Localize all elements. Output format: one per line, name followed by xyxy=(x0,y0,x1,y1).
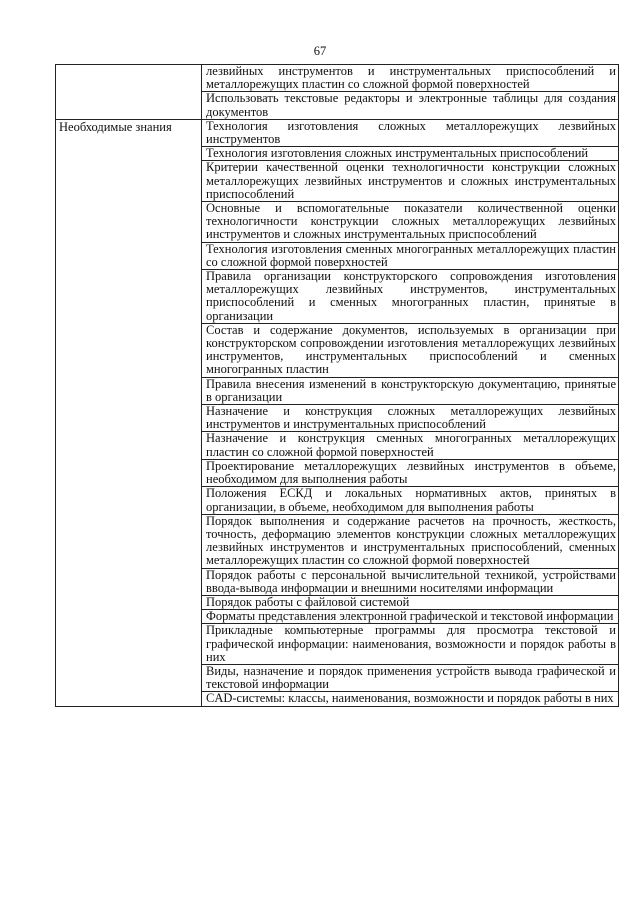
table-cell xyxy=(202,242,619,269)
cell-text: Основные и вспомогательные показатели количественной оценки технологичности конструкции сложных металлорежущих лезвийных инструментов и сложных инструментальных приспособлений xyxy=(206,201,616,242)
cell-text: Положения ЕСКД и локальных нормативных актов, принятых в организации, в объеме, необходимом для выполнения работы xyxy=(206,486,616,514)
table-cell xyxy=(202,514,619,568)
table-cell xyxy=(202,202,619,243)
table-cell xyxy=(202,65,619,92)
table-cell xyxy=(202,610,619,624)
table-body xyxy=(56,65,619,707)
table-cell xyxy=(202,270,619,324)
cell-text: Состав и содержание документов, используемых в организации при конструкторском сопровождении изготовления металлорежущих лезвийных инструментов, инструментальных приспособлений и сменных многогранных пластин xyxy=(206,322,616,377)
page-number: 67 xyxy=(313,44,327,58)
cell-text: Правила организации конструкторского сопровождения изготовления металлорежущих лезвийных инструментов, инструментальных приспособлений и сменных многогранных пластин, принятые в организации xyxy=(206,269,616,323)
table-row xyxy=(56,65,619,92)
cell-text: Технология изготовления сложных металлорежущих лезвийных инструментов xyxy=(206,118,616,147)
table-cell xyxy=(202,692,619,706)
cell-text: Технология изготовления сменных многогранных металлорежущих пластин со сложной формой поверхностей xyxy=(206,241,616,269)
cell-text: Назначение и конструкция сложных металлорежущих лезвийных инструментов и инструментальных приспособлений xyxy=(206,404,616,432)
table-cell xyxy=(202,624,619,665)
cell-text: Порядок выполнения и содержание расчетов на прочность, жесткость, точность, деформацию элементов конструкции сложных металлорежущих лезвийных инструментов и инструментальных приспособлений, сменных металлорежущих пластин со сложной формой поверхностей xyxy=(206,513,616,568)
table-cell xyxy=(202,487,619,514)
table-cell xyxy=(202,432,619,459)
table-cell xyxy=(202,405,619,432)
knowledge-table xyxy=(55,64,619,707)
table-cell xyxy=(202,664,619,691)
table-cell xyxy=(202,568,619,595)
cell-text: CAD-системы: классы, наименования, возможности и порядок работы в них xyxy=(206,691,614,706)
table-cell xyxy=(202,119,619,146)
empty-label-cell xyxy=(56,65,202,120)
cell-text: Использовать текстовые редакторы и электронные таблицы для создания документов xyxy=(206,91,616,119)
cell-text: Проектирование металлорежущих лезвийных инструментов в объеме, необходимом для выполнения работы xyxy=(206,458,616,487)
table-cell xyxy=(202,377,619,404)
section-label-cell xyxy=(56,119,202,706)
table-cell xyxy=(202,161,619,202)
table-cell xyxy=(202,147,619,161)
cell-text: Технология изготовления сложных инструментальных приспособлений xyxy=(206,146,589,161)
cell-text: лезвийных инструментов и инструментальных приспособлений и металлорежущих пластин со сложной формой поверхностей xyxy=(206,64,616,92)
cell-text: Порядок работы с файловой системой xyxy=(206,594,410,609)
cell-text: Правила внесения изменений в конструкторскую документацию, принятые в организации xyxy=(206,376,616,404)
section-label: Необходимые знания xyxy=(59,119,172,134)
cell-text: Порядок работы с персональной вычислительной техникой, устройствами ввода-вывода информации и внешними носителями информации xyxy=(206,567,616,595)
cell-text: Форматы представления электронной графической и текстовой информации xyxy=(206,609,614,624)
table-cell xyxy=(202,323,619,377)
table-cell xyxy=(202,595,619,609)
cell-text: Критерии качественной оценки технологичности конструкции сложных металлорежущих лезвийных инструментов и сложных инструментальных приспособлений xyxy=(206,160,616,201)
table-cell xyxy=(202,459,619,486)
table-row xyxy=(56,119,619,146)
cell-text: Назначение и конструкция сменных многогранных металлорежущих пластин со сложной формой поверхностей xyxy=(206,431,616,459)
table-cell xyxy=(202,92,619,119)
cell-text: Прикладные компьютерные программы для просмотра текстовой и графической информации: наименования, возможности и порядок работы в них xyxy=(206,623,616,664)
cell-text: Виды, назначение и порядок применения устройств вывода графической и текстовой информации xyxy=(206,663,616,692)
